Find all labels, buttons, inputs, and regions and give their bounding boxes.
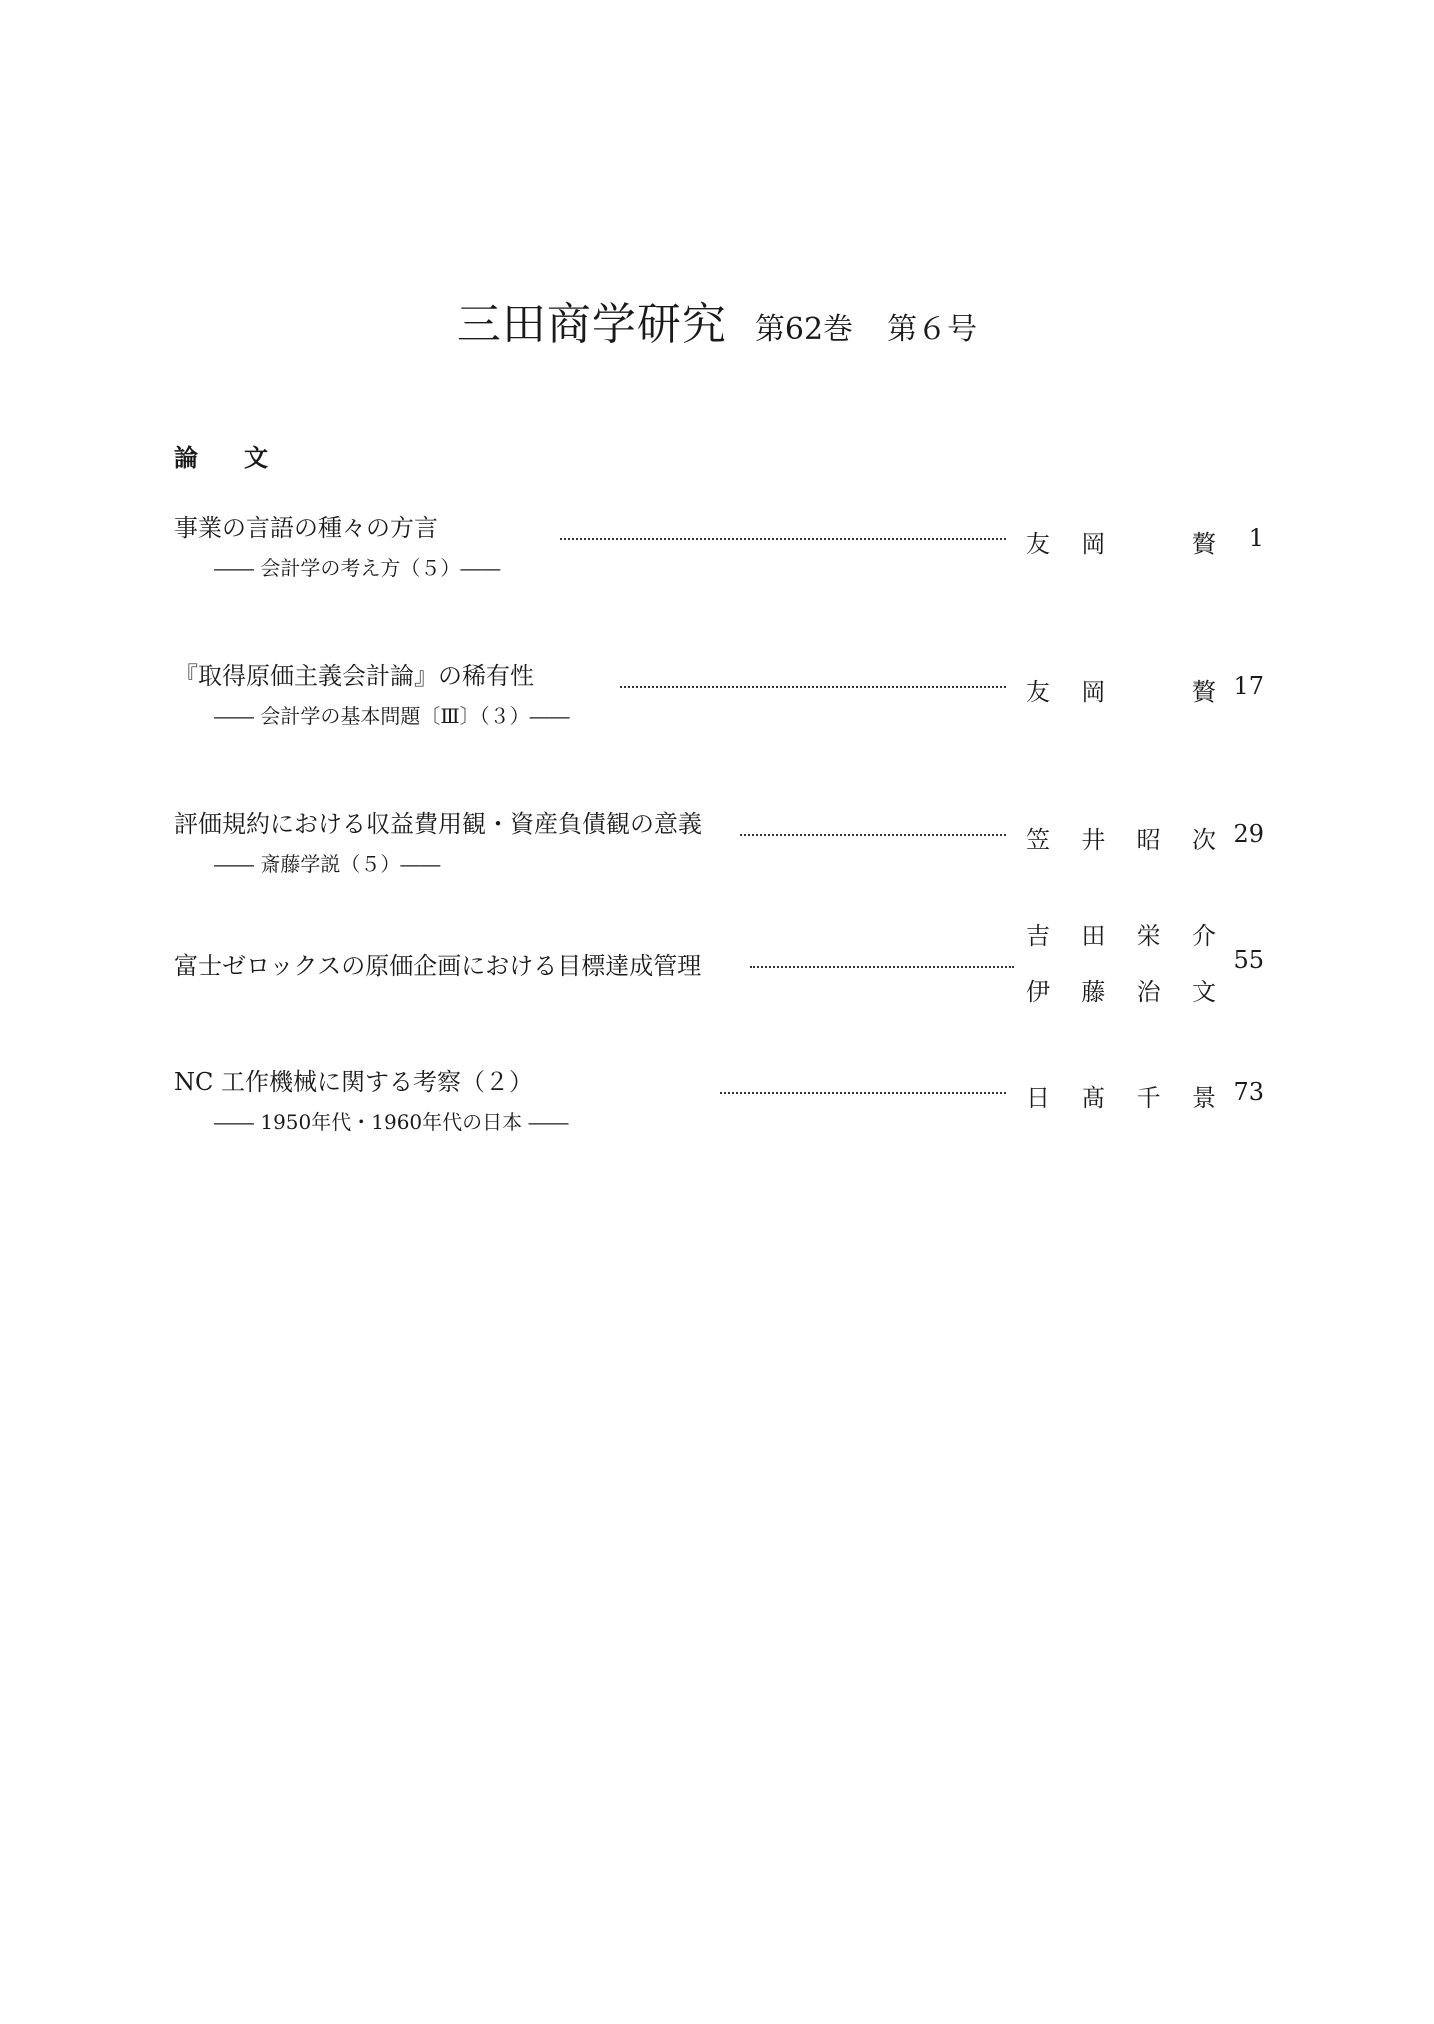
dot-leader — [560, 538, 1006, 540]
volume-number: 第62巻 — [754, 312, 854, 347]
article-subtitle: ―― 会計学の考え方（５）―― — [214, 556, 501, 580]
section-heading: 論文 — [174, 444, 314, 472]
author-name: 笠 井 昭 次 — [1026, 826, 1216, 854]
dot-leader — [740, 834, 1006, 836]
article-title[interactable]: 富士ゼロックスの原価企画における目標達成管理 — [174, 946, 711, 981]
page-number: 73 — [1233, 1078, 1264, 1106]
dot-leader — [750, 966, 1014, 968]
dot-leader — [720, 1092, 1006, 1094]
author-name: 伊 藤 治 文 — [1026, 978, 1216, 1006]
dot-leader — [620, 686, 1006, 688]
author-name: 友 岡 贅 — [1026, 678, 1216, 706]
toc-entry[interactable] — [0, 500, 1434, 590]
author-name: 友 岡 贅 — [1026, 530, 1216, 558]
journal-title: 三田商学研究 — [456, 299, 727, 350]
page-number: 29 — [1233, 820, 1264, 848]
toc-entry[interactable] — [0, 796, 1434, 886]
issue-number: 第６号 — [887, 312, 978, 347]
journal-header — [0, 288, 1434, 352]
article-title[interactable]: 『取得原価主義会計論』の稀有性 — [174, 656, 544, 691]
author-name: 吉 田 栄 介 — [1026, 922, 1216, 950]
toc-entry[interactable] — [0, 916, 1434, 1026]
article-title[interactable]: NC 工作機械に関する考察（２） — [174, 1062, 543, 1097]
page-number: 1 — [1248, 524, 1264, 552]
page-number: 55 — [1233, 946, 1264, 974]
toc-entry[interactable] — [0, 1054, 1434, 1144]
article-subtitle: ―― 会計学の基本問題〔Ⅲ〕（３）―― — [214, 704, 570, 728]
page-number: 17 — [1233, 672, 1264, 700]
article-title[interactable]: 事業の言語の種々の方言 — [174, 508, 448, 543]
article-subtitle: ―― 1950年代・1960年代の日本 ―― — [214, 1110, 569, 1134]
article-subtitle: ―― 斎藤学説（５）―― — [214, 852, 441, 876]
toc-entry[interactable] — [0, 648, 1434, 738]
article-title[interactable]: 評価規約における収益費用観・資産負債観の意義 — [174, 804, 712, 839]
author-name: 日 髙 千 景 — [1026, 1084, 1216, 1112]
